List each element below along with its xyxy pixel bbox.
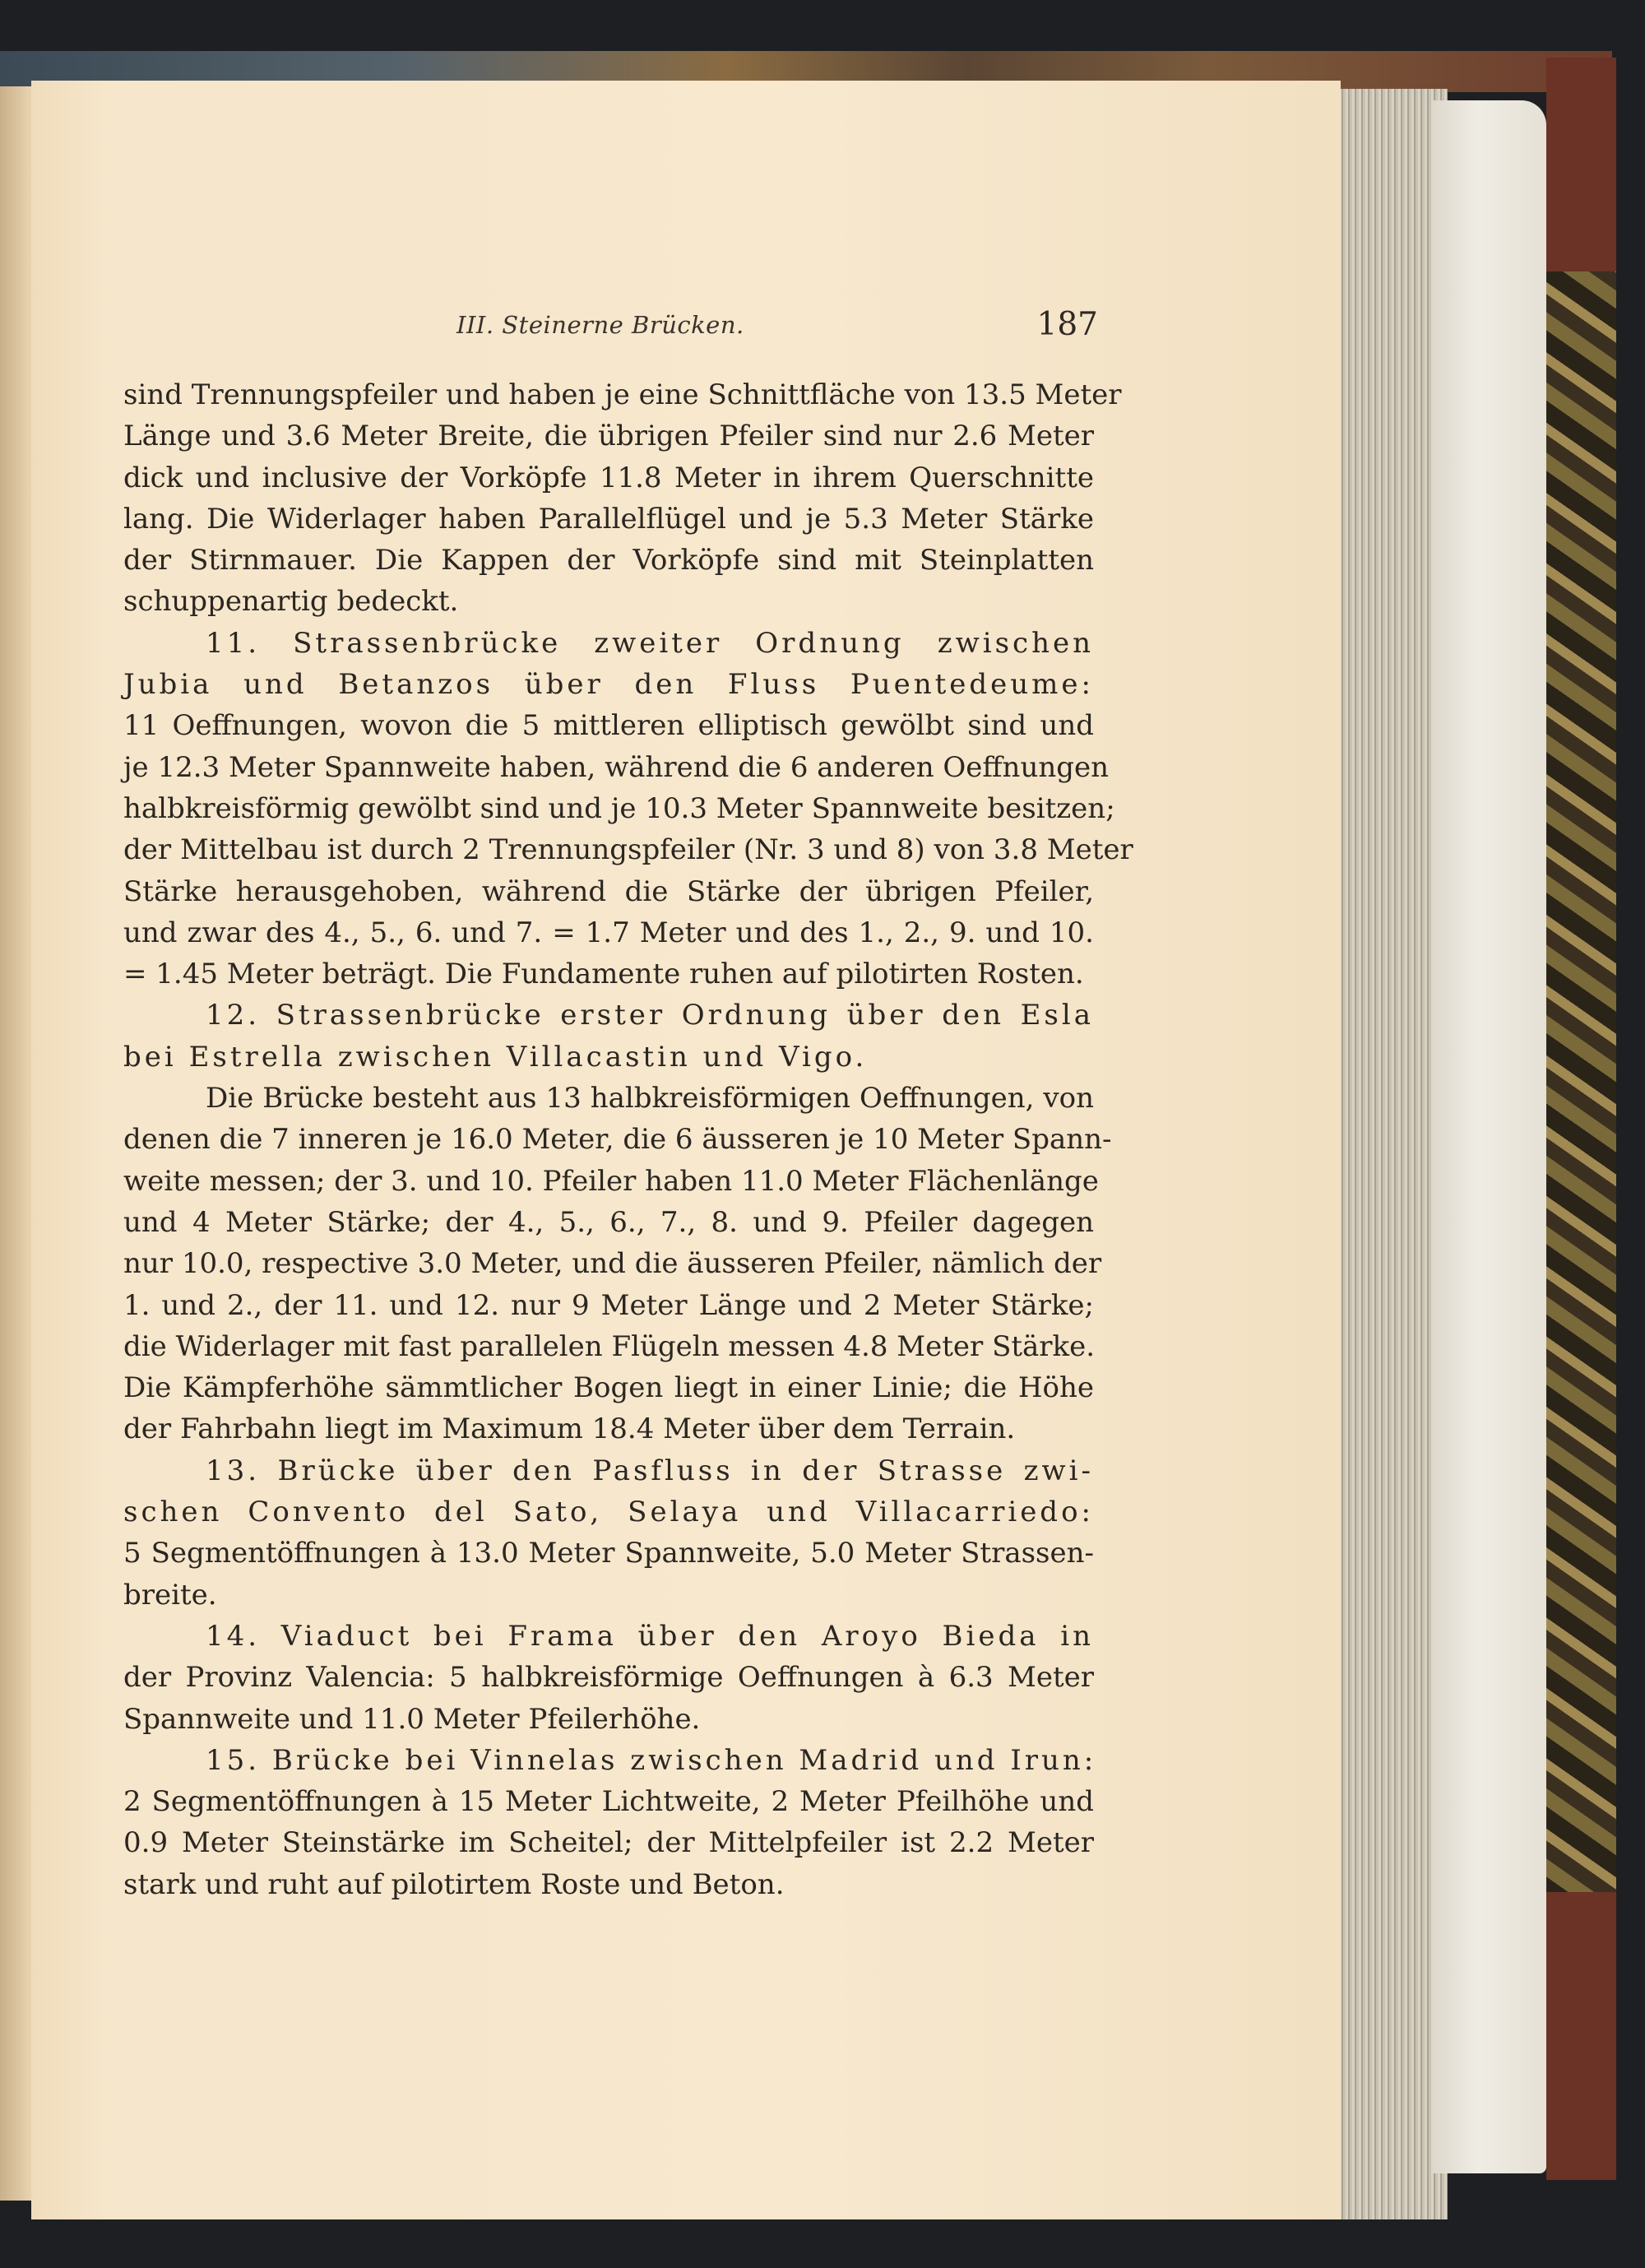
section-heading-12-cont: bei Estrella zwischen Villacastin und Vigo.	[123, 1040, 868, 1074]
book-cover-leather-top	[1546, 58, 1616, 271]
text-line: die Widerlager mit fast parallelen Flügeln messen 4.8 Meter Stärke.	[123, 1329, 1096, 1363]
text-line: 5 Segmentöffnungen à 13.0 Meter Spannweite, 5.0 Meter Strassen-	[123, 1537, 1094, 1570]
text-line: nur 10.0, respective 3.0 Meter, und die äusseren Pfeiler, nämlich der	[123, 1247, 1102, 1281]
section-heading-13-cont: schen Convento del Sato, Selaya und Villacarriedo:	[123, 1496, 1094, 1529]
text-line: stark und ruht auf pilotirtem Roste und Beton.	[123, 1867, 785, 1901]
text-line: Die Brücke besteht aus 13 halbkreisförmigen Oeffnungen, von	[206, 1082, 1094, 1115]
text-line: der Fahrbahn liegt im Maximum 18.4 Meter über dem Terrain.	[123, 1412, 1016, 1446]
book-cover-leather-bottom	[1546, 1892, 1616, 2180]
text-line: je 12.3 Meter Spannweite haben, während die 6 anderen Oeffnungen	[123, 750, 1110, 784]
text-line: schuppenartig bedeckt.	[123, 585, 459, 619]
text-line: 0.9 Meter Steinstärke im Scheitel; der Mittelpfeiler ist 2.2 Meter	[123, 1826, 1094, 1860]
text-line: Länge und 3.6 Meter Breite, die übrigen Pfeiler sind nur 2.6 Meter	[123, 420, 1094, 453]
text-line: 2 Segmentöffnungen à 15 Meter Lichtweite, 2 Meter Pfeilhöhe und	[123, 1785, 1094, 1819]
body-text	[123, 374, 1133, 1905]
text-line: dick und inclusive der Vorköpfe 11.8 Meter in ihrem Querschnitte	[123, 461, 1094, 494]
text-line: sind Trennungspfeiler und haben je eine Schnittfläche von 13.5 Meter	[123, 378, 1122, 411]
page-number: 187	[1036, 306, 1098, 343]
text-line: der Provinz Valencia: 5 halbkreisförmige Oeffnungen à 6.3 Meter	[123, 1661, 1094, 1695]
text-line: der Mittelbau ist durch 2 Trennungspfeiler (Nr. 3 und 8) von 3.8 Meter	[123, 833, 1133, 867]
text-line: lang. Die Widerlager haben Parallelflügel und je 5.3 Meter Stärke	[123, 502, 1094, 536]
running-head: III. Steinerne Brücken.	[456, 311, 744, 339]
book-cover-marbled	[1546, 58, 1616, 2180]
text-line: breite.	[123, 1578, 217, 1612]
text-line: und 4 Meter Stärke; der 4., 5., 6., 7., 8. und 9. Pfeiler dagegen	[123, 1205, 1094, 1239]
page-edges	[1326, 89, 1448, 2219]
text-line: 1. und 2., der 11. und 12. nur 9 Meter Länge und 2 Meter Stärke;	[123, 1288, 1094, 1322]
section-heading-13: 13. Brücke über den Pasfluss in der Strasse zwi-	[206, 1454, 1094, 1487]
facing-page-edge	[0, 86, 33, 2201]
text-line: der Stirnmauer. Die Kappen der Vorköpfe sind mit Steinplatten	[123, 544, 1094, 577]
section-heading-14: 14. Viaduct bei Frama über den Aroyo Bieda in	[206, 1619, 1094, 1653]
text-line: Die Kämpferhöhe sämmtlicher Bogen liegt in einer Linie; die Höhe	[123, 1371, 1094, 1405]
page-header	[456, 306, 1098, 347]
text-line: = 1.45 Meter beträgt. Die Fundamente ruhen auf pilotirten Rosten.	[123, 958, 1084, 991]
section-heading-11-cont: Jubia und Betanzos über den Fluss Puentedeume:	[123, 668, 1094, 702]
text-line: weite messen; der 3. und 10. Pfeiler haben 11.0 Meter Flächenlänge	[123, 1164, 1099, 1198]
section-heading-12: 12. Strassenbrücke erster Ordnung über den Esla	[206, 999, 1094, 1032]
endpaper	[1431, 100, 1546, 2173]
text-line: Spannweite und 11.0 Meter Pfeilerhöhe.	[123, 1702, 701, 1736]
text-line: halbkreisförmig gewölbt sind und je 10.3 Meter Spannweite besitzen;	[123, 791, 1115, 825]
section-heading-11: 11. Strassenbrücke zweiter Ordnung zwischen	[206, 626, 1094, 660]
text-line: Stärke herausgehoben, während die Stärke der übrigen Pfeiler,	[123, 874, 1094, 908]
text-line: und zwar des 4., 5., 6. und 7. = 1.7 Meter und des 1., 2., 9. und 10.	[123, 916, 1094, 949]
text-line: 11 Oeffnungen, wovon die 5 mittleren elliptisch gewölbt sind und	[123, 709, 1094, 743]
section-heading-15: 15. Brücke bei Vinnelas zwischen Madrid und Irun:	[206, 1743, 1097, 1777]
text-line: denen die 7 inneren je 16.0 Meter, die 6 äusseren je 10 Meter Spann-	[123, 1123, 1112, 1157]
